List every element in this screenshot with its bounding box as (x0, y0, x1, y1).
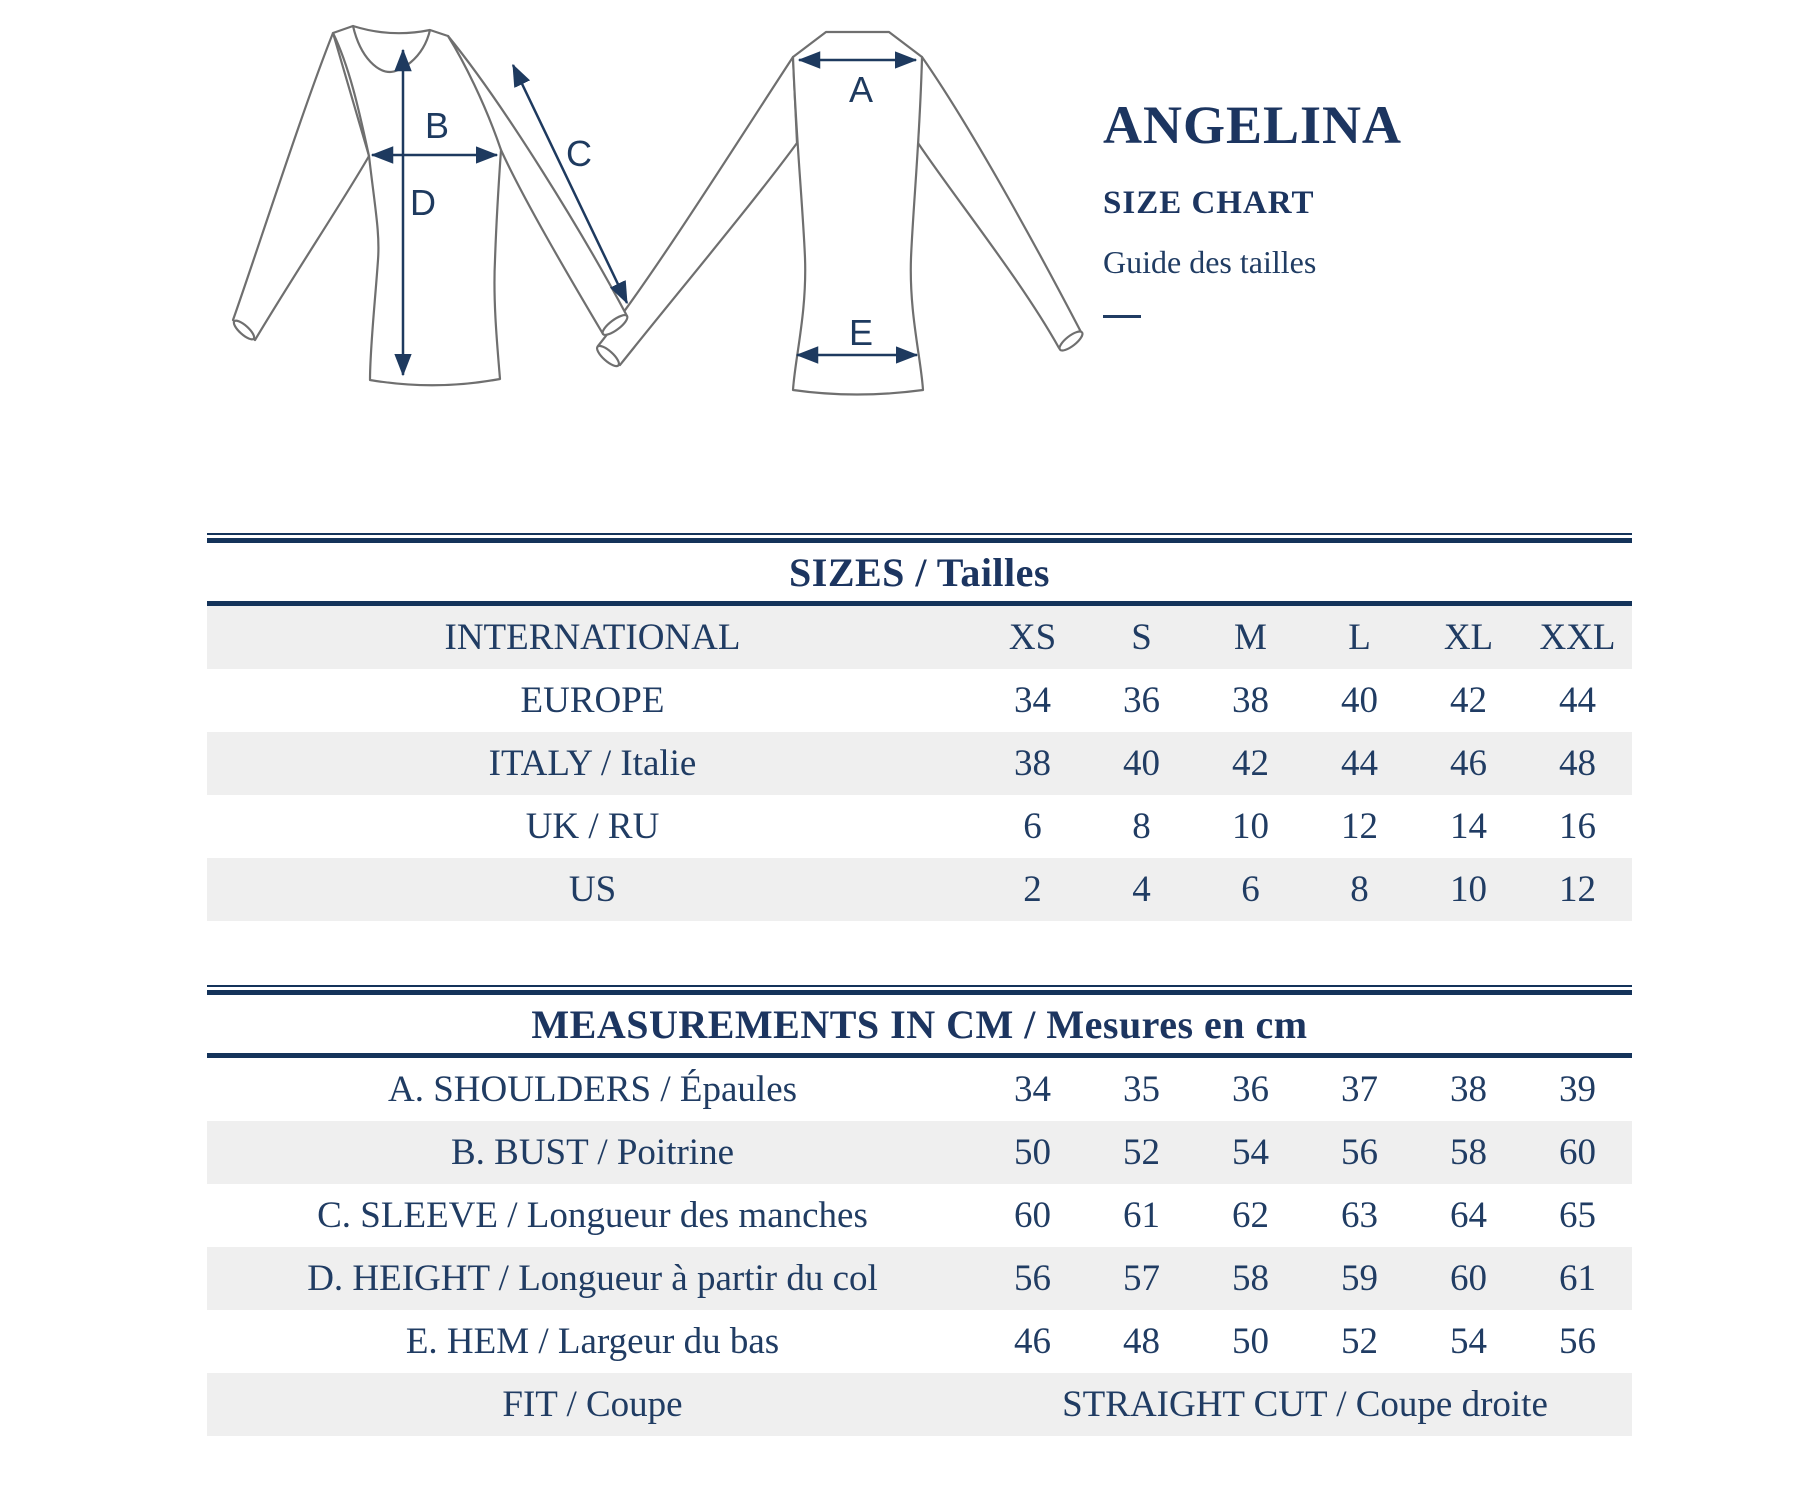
row-value: 38 (1232, 680, 1269, 721)
row-value: M (1234, 617, 1267, 658)
row-value: 48 (1559, 743, 1596, 784)
garment-back-diagram (594, 32, 1085, 395)
row-value: 61 (1123, 1195, 1160, 1236)
row-label: A. SHOULDERS / Épaules (387, 1069, 798, 1110)
row-value: XS (1008, 617, 1057, 658)
row-value: 56 (1014, 1258, 1051, 1299)
row-value: 12 (1559, 869, 1596, 910)
row-value: 37 (1341, 1069, 1378, 1110)
table-row (207, 1058, 1632, 1121)
product-title: ANGELINA (1103, 95, 1403, 155)
row-value: 46 (1014, 1321, 1051, 1362)
fit-value: STRAIGHT CUT / Coupe droite (1062, 1384, 1548, 1425)
row-value: 35 (1123, 1069, 1160, 1110)
measurements-table-header: MEASUREMENTS IN CM / Mesures en cm (531, 1001, 1308, 1047)
row-label: INTERNATIONAL (444, 617, 741, 658)
table-row (207, 669, 1632, 732)
size-chart-subheading: Guide des tailles (1103, 244, 1317, 281)
row-label: B. BUST / Poitrine (450, 1132, 735, 1173)
row-value: 54 (1450, 1321, 1487, 1362)
row-value: 40 (1123, 743, 1160, 784)
row-label: FIT / Coupe (502, 1384, 683, 1425)
sizes-table-header: SIZES / Tailles (789, 549, 1050, 595)
measurements-table-top-border (207, 985, 1632, 995)
row-value: 61 (1559, 1258, 1596, 1299)
row-label: ITALY / Italie (488, 743, 697, 784)
garment-diagram-svg (183, 8, 1103, 403)
row-value: 38 (1450, 1069, 1487, 1110)
row-value: 8 (1132, 806, 1151, 847)
row-value: 50 (1232, 1321, 1269, 1362)
table-row (207, 732, 1632, 795)
row-value: 48 (1123, 1321, 1160, 1362)
row-value: 56 (1341, 1132, 1378, 1173)
row-value: 50 (1014, 1132, 1051, 1173)
table-row (207, 1310, 1632, 1373)
table-row (207, 858, 1632, 921)
row-value: S (1131, 617, 1152, 658)
row-value: XXL (1539, 617, 1616, 658)
row-value: 65 (1559, 1195, 1596, 1236)
row-value: 52 (1123, 1132, 1160, 1173)
row-value: 4 (1132, 869, 1151, 910)
divider-dash (1103, 315, 1141, 318)
row-value: 44 (1341, 743, 1378, 784)
fit-row (207, 1373, 1632, 1436)
row-value: L (1348, 617, 1371, 658)
row-value: 63 (1341, 1195, 1378, 1236)
row-value: 14 (1450, 806, 1487, 847)
row-value: 16 (1559, 806, 1596, 847)
row-value: 62 (1232, 1195, 1269, 1236)
table-row (207, 1247, 1632, 1310)
row-label: US (568, 869, 617, 910)
row-label: C. SLEEVE / Longueur des manches (317, 1195, 868, 1236)
row-value: 8 (1350, 869, 1369, 910)
table-row (207, 1184, 1632, 1247)
row-value: 34 (1014, 680, 1051, 721)
row-value: 6 (1023, 806, 1042, 847)
label-e: E (848, 312, 874, 353)
row-value: 42 (1450, 680, 1487, 721)
row-value: 54 (1232, 1132, 1269, 1173)
row-label: D. HEIGHT / Longueur à partir du col (307, 1258, 878, 1299)
sizes-table-top-border (207, 533, 1632, 543)
row-value: 10 (1450, 869, 1487, 910)
measurements-table (207, 985, 1632, 1436)
row-value: 12 (1341, 806, 1378, 847)
size-chart-heading: SIZE CHART (1103, 185, 1315, 222)
table-row (207, 606, 1632, 669)
row-value: 2 (1023, 869, 1042, 910)
sizes-table (207, 533, 1632, 921)
row-value: 56 (1559, 1321, 1596, 1362)
row-label: E. HEM / Largeur du bas (405, 1321, 780, 1362)
label-c: C (566, 133, 592, 174)
row-value: 58 (1232, 1258, 1269, 1299)
row-value: 6 (1241, 869, 1260, 910)
row-value: 60 (1450, 1258, 1487, 1299)
row-value: 52 (1341, 1321, 1378, 1362)
row-value: 10 (1232, 806, 1269, 847)
row-value: 40 (1341, 680, 1378, 721)
label-b: B (424, 105, 450, 146)
row-label: EUROPE (520, 680, 665, 721)
row-value: 42 (1232, 743, 1269, 784)
row-value: 38 (1014, 743, 1051, 784)
row-value: 44 (1559, 680, 1596, 721)
label-d: D (410, 182, 436, 223)
row-value: 60 (1014, 1195, 1051, 1236)
row-value: XL (1443, 617, 1494, 658)
title-block (1103, 96, 1663, 318)
row-value: 46 (1450, 743, 1487, 784)
row-value: 59 (1341, 1258, 1378, 1299)
row-value: 57 (1123, 1258, 1160, 1299)
table-row (207, 1121, 1632, 1184)
row-value: 36 (1232, 1069, 1269, 1110)
row-value: 60 (1559, 1132, 1596, 1173)
label-a: A (848, 69, 874, 110)
row-value: 39 (1559, 1069, 1596, 1110)
row-value: 36 (1123, 680, 1160, 721)
table-row (207, 795, 1632, 858)
row-label: UK / RU (525, 806, 660, 847)
row-value: 34 (1014, 1069, 1051, 1110)
row-value: 58 (1450, 1132, 1487, 1173)
garment-diagrams (183, 8, 1103, 403)
row-value: 64 (1450, 1195, 1487, 1236)
